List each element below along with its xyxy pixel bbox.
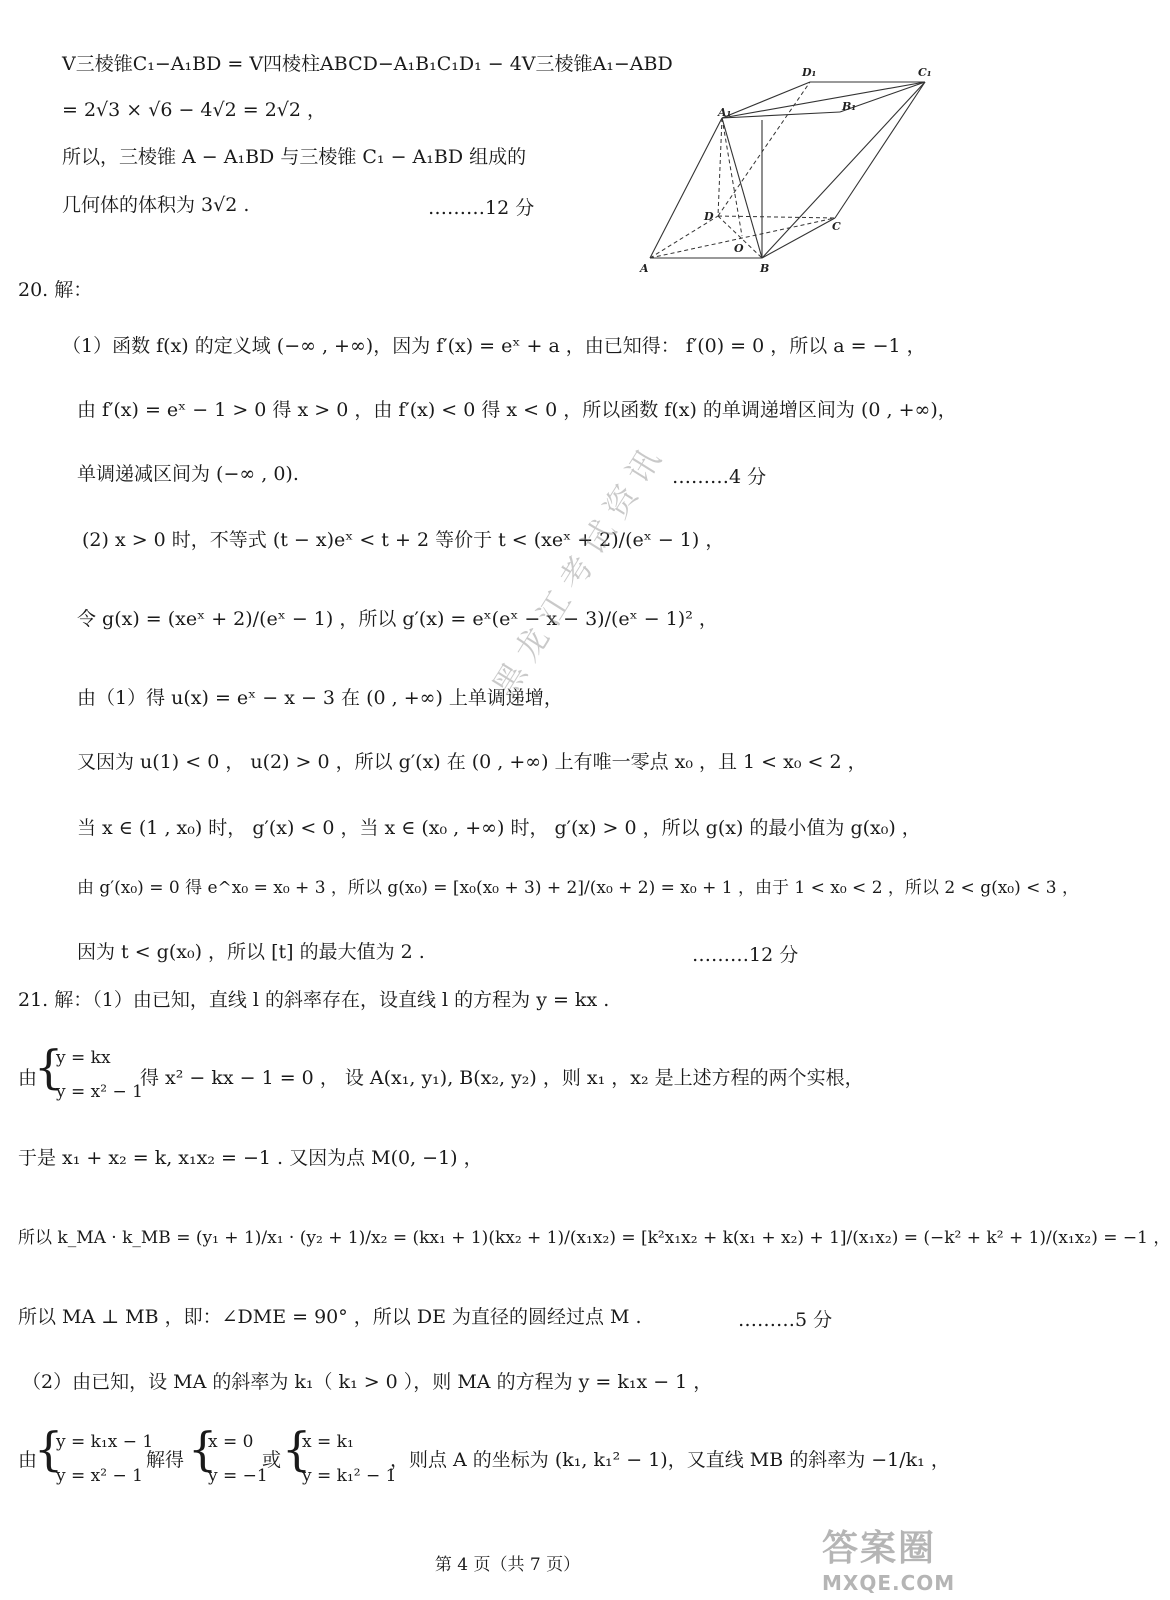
system3-brace: { [188,1422,218,1476]
label-B1: B₁ [842,100,857,113]
q21-system2-sol1b: y = −1 [208,1466,268,1486]
label-C: C [832,220,841,233]
label-B: B [760,262,770,275]
label-O: O [734,242,744,255]
system2-brace: { [34,1422,64,1476]
q21-part1-score: ………5 分 [738,1309,833,1331]
prism-figure [630,40,950,280]
diagonal-watermark: 黑龙江考试资讯 [485,433,674,704]
label-C1: C₁ [918,66,932,79]
q20-part2-line4: 又因为 u(1) < 0 ， u(2) > 0 ，所以 g′(x) 在 (0 , +∞) 上有唯一零点 x₀ ，且 1 < x₀ < 2 ， [77,751,867,773]
q21-system2-sol1a: x = 0 [208,1432,254,1452]
q21-system2-or: 或 [262,1449,282,1471]
q20-part2-line1: (2) x > 0 时，不等式 (t − x)eˣ < t + 2 等价于 t < (xeˣ + 2)/(eˣ − 1) ， [82,529,725,551]
q21-line5: 所以 MA ⊥ MB ，即：∠DME = 90° ，所以 DE 为直径的圆经过点 M . [18,1306,642,1328]
volume-value-line: = 2√3 × √6 − 4√2 = 2√2 ， [62,99,327,121]
q21-system1-result: 得 x² − kx − 1 = 0 ， 设 A(x₁, y₁), B(x₂, y₂) ，则 x₁ ，x₂ 是上述方程的两个实根， [140,1067,864,1089]
system4-brace: { [282,1422,312,1476]
q21-system2-sol2a: x = k₁ [302,1432,354,1452]
label-D: D [704,210,714,223]
q21-system2-eq1: y = k₁x − 1 [56,1432,154,1452]
q21-system2-prefix: 由 [18,1449,38,1471]
page-footer: 第 4 页（共 7 页） [434,1555,581,1575]
q20-part2-score: ………12 分 [692,944,799,966]
q20-part2-line3: 由（1）得 u(x) = eˣ − x − 3 在 (0 , +∞) 上单调递增， [77,687,563,709]
conclusion-line-1: 所以，三棱锥 A − A₁BD 与三棱锥 C₁ − A₁BD 组成的 [62,146,527,168]
q20-part1-line2: 由 f′(x) = eˣ − 1 > 0 得 x > 0 ，由 f′(x) < 0 得 x < 0 ，所以函数 f(x) 的单调递增区间为 (0 , +∞)， [77,399,957,421]
corner-logo-url: MXQE.COM [822,1571,956,1595]
q20-part2-line6: 由 g′(x₀) = 0 得 e^x₀ = x₀ + 3 ，所以 g(x₀) = [x₀(x₀ + 3) + 2]/(x₀ + 2) = x₀ + 1 ，由于 1 < x₀ < 2 ，所以 2 < g(x₀) < 3 ， [77,878,1080,898]
q21-system2-result: ，则点 A 的坐标为 (k₁, k₁² − 1)，又直线 MB 的斜率为 −1/k₁ ， [390,1449,950,1471]
q20-header: 20. 解： [18,279,93,301]
q20-part1-score: ………4 分 [672,466,767,488]
q21-line1: 21. 解：（1）由已知，直线 l 的斜率存在，设直线 l 的方程为 y = kx . [18,989,610,1011]
q21-line6: （2）由已知，设 MA 的斜率为 k₁（ k₁ > 0 ），则 MA 的方程为 y = k₁x − 1 ， [22,1371,713,1393]
q21-system1-eq1: y = kx [56,1048,111,1068]
q21-system2-solved: 解得 [146,1449,185,1471]
q20-part1-line1: （1）函数 f(x) 的定义域 (−∞ , +∞)，因为 f′(x) = eˣ + a ，由已知得： f′(0) = 0 ，所以 a = −1 ， [62,335,926,357]
conclusion-line-2: 几何体的体积为 3√2 . [62,194,250,216]
system1-brace: { [34,1040,64,1094]
q21-system2-eq2: y = x² − 1 [56,1466,143,1486]
q21-system1-eq2: y = x² − 1 [56,1082,143,1102]
label-A1: A₁ [718,106,732,119]
q20-part2-line2: 令 g(x) = (xeˣ + 2)/(eˣ − 1) ，所以 g′(x) = eˣ(eˣ − x − 3)/(eˣ − 1)² ， [77,608,718,630]
q20-part2-line5: 当 x ∈ (1 , x₀) 时， g′(x) < 0 ，当 x ∈ (x₀ , +∞) 时， g′(x) > 0 ，所以 g(x) 的最小值为 g(x₀) ， [77,817,921,839]
q21-line4: 所以 k_MA · k_MB = (y₁ + 1)/x₁ · (y₂ + 1)/x₂ = (kx₁ + 1)(kx₂ + 1)/(x₁x₂) = [k²x₁x₂ + k(x₁ + x₂) + 1]/(x₁x₂) = (−k² + k² + 1)/(x₁x₂) = −1 ， [18,1228,1170,1248]
q21-system1-prefix: 由 [18,1067,38,1089]
q20-part2-line7: 因为 t < g(x₀) ，所以 [t] 的最大值为 2 . [77,941,425,963]
q20-part1-line3: 单调递减区间为 (−∞ , 0). [77,463,299,485]
corner-logo-mark: 答案圈 [822,1528,937,1569]
label-D1: D₁ [802,66,817,79]
q21-line3: 于是 x₁ + x₂ = k, x₁x₂ = −1 . 又因为点 M(0, −1) ， [18,1147,483,1169]
corner-logo [822,1520,997,1595]
score-marker: ………12 分 [428,197,535,219]
q21-system2-sol2b: y = k₁² − 1 [302,1466,397,1486]
label-A: A [640,262,649,275]
volume-equation-line: V三棱锥C₁−A₁BD = V四棱柱ABCD−A₁B₁C₁D₁ − 4V三棱锥A₁−ABD [62,53,673,75]
